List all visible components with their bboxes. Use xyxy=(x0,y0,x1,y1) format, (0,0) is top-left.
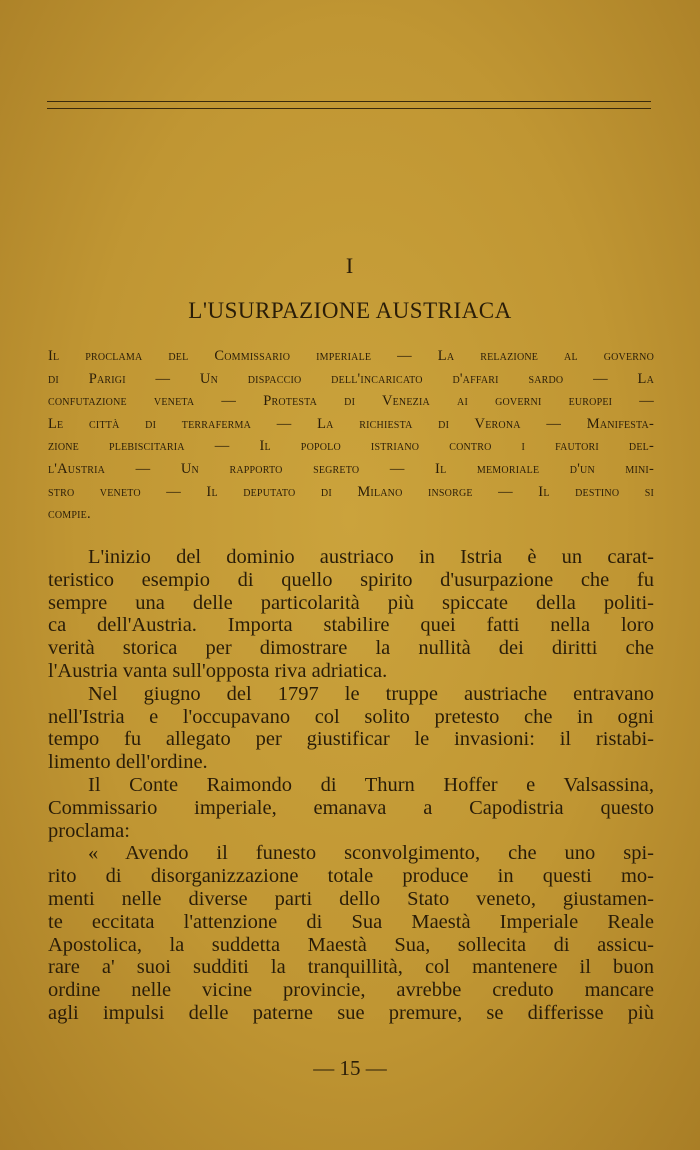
body-line: Nel giugno del 1797 le truppe austriache entravano xyxy=(88,682,654,705)
summary-line: l'Austria — Un rapporto segreto — Il memoriale d'un mini- xyxy=(48,460,654,477)
summary-line: Le città di terraferma — La richiesta di Verona — Manifesta- xyxy=(48,415,654,432)
body-line: nell'Istria e l'occupavano col solito pretesto che in ogni xyxy=(48,705,654,728)
summary-line: Il proclama del Commissario imperiale — La relazione al governo xyxy=(48,348,654,364)
body-line: « Avendo il funesto sconvolgimento, che uno spi- xyxy=(88,842,654,865)
body-line: rito di disorganizzazione totale produce in questi mo- xyxy=(48,865,654,888)
body-line: proclama: xyxy=(48,819,130,842)
body-line: sempre una delle particolarità più spiccate della politi- xyxy=(48,591,654,614)
body-line: Apostolica, la suddetta Maestà Sua, sollecita di assicu- xyxy=(48,933,654,956)
chapter-title: L'USURPAZIONE AUSTRIACA xyxy=(188,298,512,323)
body-line: l'Austria vanta sull'opposta riva adriatica. xyxy=(48,659,388,682)
chapter-number: I xyxy=(345,253,355,278)
body-line: verità storica per dimostrare la nullità dei diritti che xyxy=(48,637,654,660)
summary-line: di Parigi — Un dispaccio dell'incaricato d'affari sardo — La xyxy=(48,370,654,387)
summary-line: confutazione veneta — Protesta di Venezia ai governi europei — xyxy=(48,393,654,410)
body-line: L'inizio del dominio austriaco in Istria è un carat- xyxy=(88,546,654,568)
body-line: agli impulsi delle paterne sue premure, se differisse più xyxy=(48,1001,654,1024)
body-line: rare a' suoi sudditi la tranquillità, col mantenere il buon xyxy=(48,956,654,979)
body-line: ca dell'Austria. Importa stabilire quei fatti nella loro xyxy=(48,614,654,637)
body-line: teristico esempio di quello spirito d'usurpazione che fu xyxy=(48,568,654,591)
chapter-summary xyxy=(48,345,654,526)
top-rule-double xyxy=(47,108,651,109)
page-number: — 15 — xyxy=(313,1056,387,1080)
body-line: Il Conte Raimondo di Thurn Hoffer e Valsassina, xyxy=(88,773,654,796)
summary-line: compie. xyxy=(48,506,91,523)
body-line: te eccitata l'attenzione di Sua Maestà Imperiale Reale xyxy=(48,910,654,933)
body-line: ordine nelle vicine provincie, avrebbe creduto mancare xyxy=(48,979,654,1002)
body-line: Commissario imperiale, emanava a Capodistria questo xyxy=(48,796,654,819)
top-rule xyxy=(47,101,651,102)
body-line: menti nelle diverse parti dello Stato veneto, giustamen- xyxy=(48,887,654,910)
summary-line: stro veneto — Il deputato di Milano insorge — Il destino si xyxy=(48,483,654,500)
body-text xyxy=(48,546,654,1025)
summary-line: zione plebiscitaria — Il popolo istriano contro i fautori del- xyxy=(48,438,654,455)
body-line: tempo fu allegato per giustificar le invasioni: il ristabi- xyxy=(48,728,654,751)
body-line: limento dell'ordine. xyxy=(48,751,208,774)
